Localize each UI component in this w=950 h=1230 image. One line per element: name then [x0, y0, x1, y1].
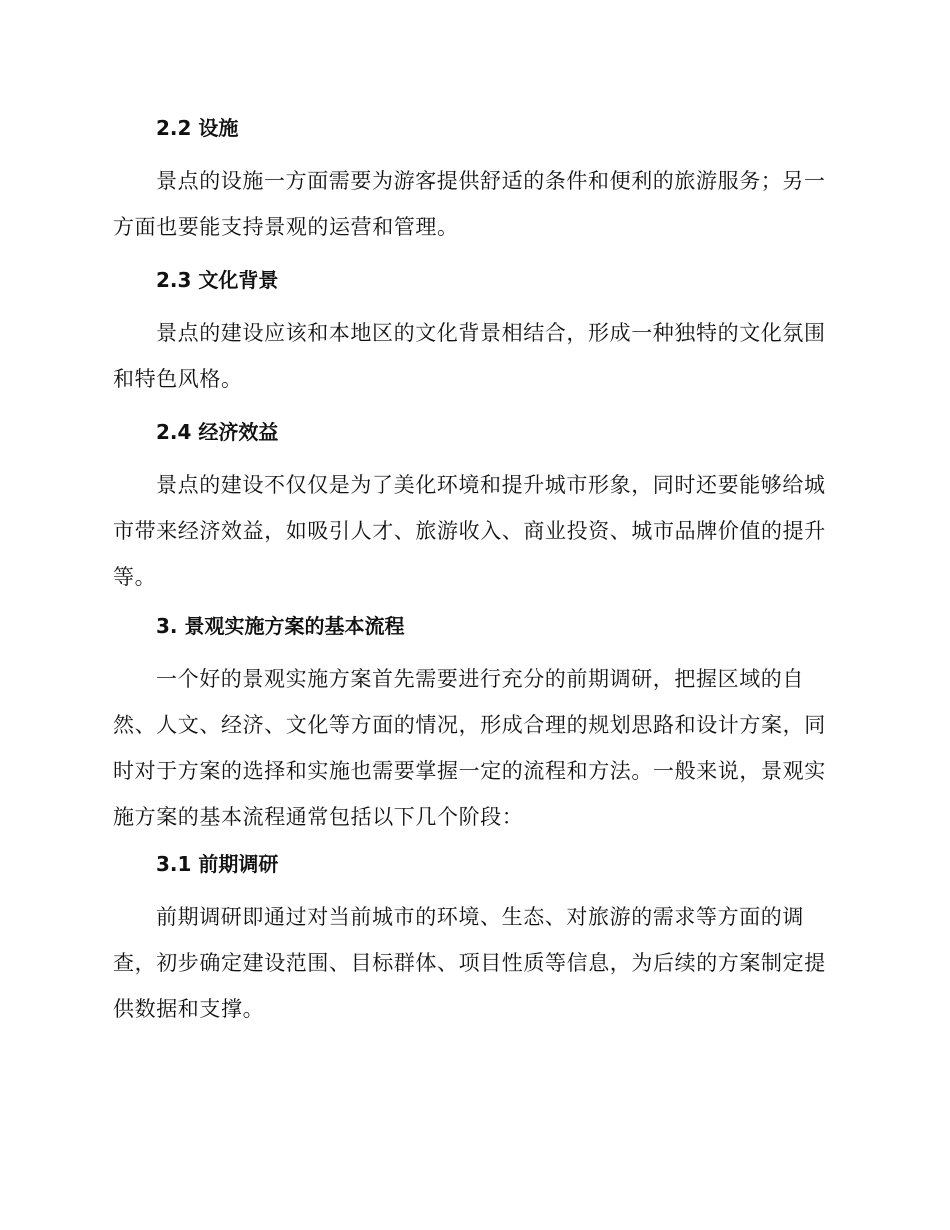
- section-paragraph-2-2: [113, 158, 833, 250]
- paragraph-line: 时对于方案的选择和实施也需要掌握一定的流程和方法。一般来说，景观实: [113, 759, 826, 783]
- section-paragraph-3-1: [113, 894, 833, 1032]
- section-paragraph-2-4: [113, 462, 833, 600]
- paragraph-line: 然、人文、经济、文化等方面的情况，形成合理的规划思路和设计方案，同: [113, 713, 826, 737]
- section-heading-2-4: 2.4 经济效益: [156, 420, 279, 444]
- section-paragraph-3: [113, 656, 833, 840]
- paragraph-line: 前期调研即通过对当前城市的环境、生态、对旅游的需求等方面的调: [156, 905, 804, 929]
- section-heading-3: 3. 景观实施方案的基本流程: [156, 614, 405, 638]
- paragraph-line: 方面也要能支持景观的运营和管理。: [113, 215, 459, 239]
- paragraph-line: 施方案的基本流程通常包括以下几个阶段：: [113, 805, 524, 829]
- section-paragraph-2-3: [113, 310, 833, 402]
- paragraph-line: 等。: [113, 565, 157, 589]
- section-heading-3-1: 3.1 前期调研: [156, 852, 279, 876]
- paragraph-line: 一个好的景观实施方案首先需要进行充分的前期调研，把握区域的自: [156, 667, 804, 691]
- paragraph-line: 供数据和支撑。: [113, 997, 265, 1021]
- paragraph-line: 景点的建设应该和本地区的文化背景相结合，形成一种独特的文化氛围: [156, 321, 826, 345]
- paragraph-line: 查，初步确定建设范围、目标群体、项目性质等信息，为后续的方案制定提: [113, 951, 826, 975]
- paragraph-line: 景点的设施一方面需要为游客提供舒适的条件和便利的旅游服务；另一: [156, 169, 826, 193]
- section-heading-2-3: 2.3 文化背景: [156, 268, 279, 292]
- paragraph-line: 和特色风格。: [113, 367, 243, 391]
- paragraph-line: 市带来经济效益，如吸引人才、旅游收入、商业投资、城市品牌价值的提升: [113, 519, 826, 543]
- paragraph-line: 景点的建设不仅仅是为了美化环境和提升城市形象，同时还要能够给城: [156, 473, 826, 497]
- section-heading-2-2: 2.2 设施: [156, 116, 239, 140]
